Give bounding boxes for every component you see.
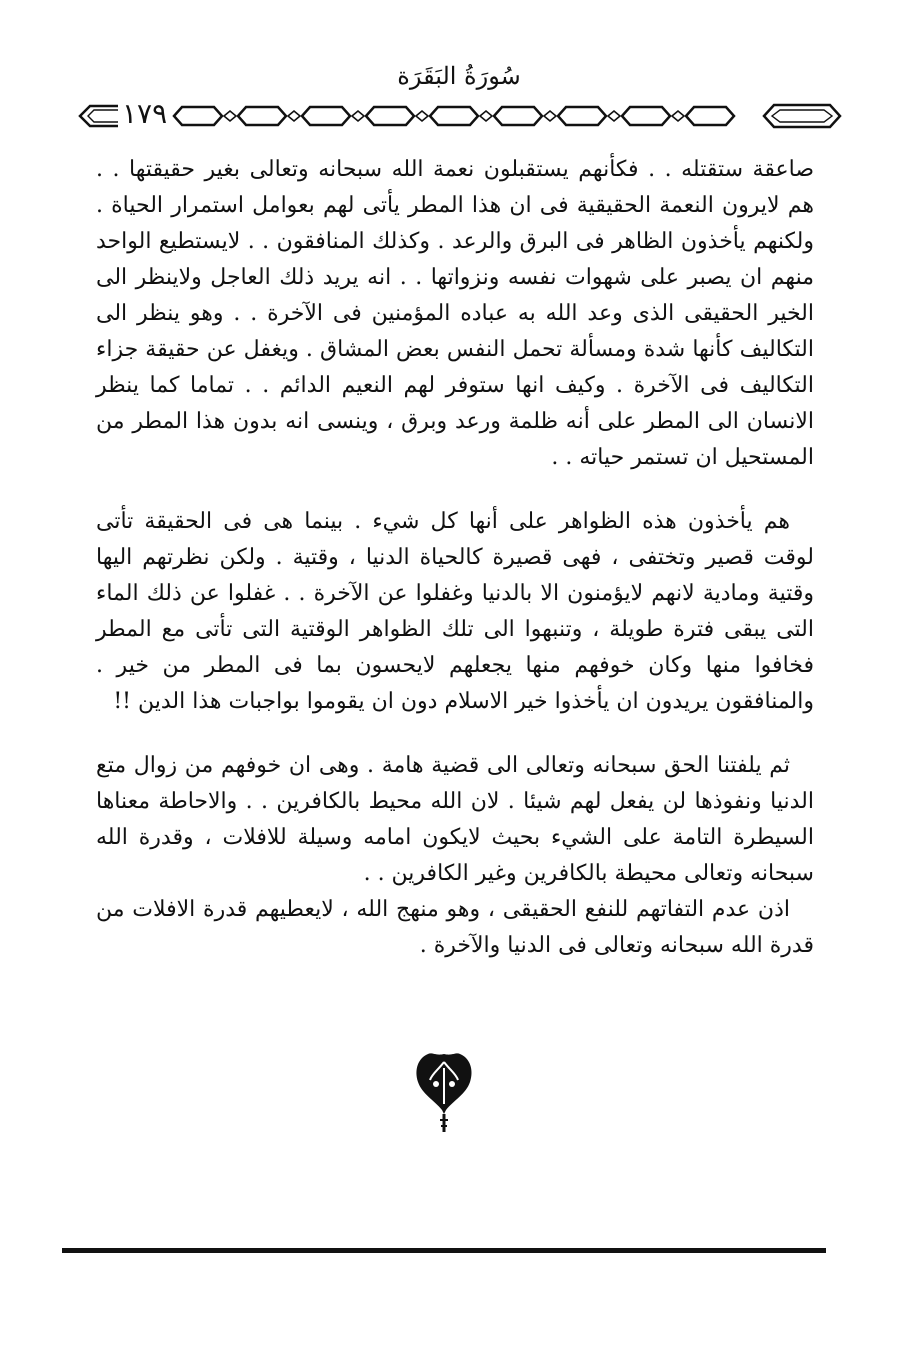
paragraph-2: هم يأخذون هذه الظواهر على أنها كل شيء . بينما هى فى الحقيقة تأتى لوقت قصير وتختفى ، فهى قصيرة كالحياة الدنيا ، وقتية . ولكن نظرتهم اليها وقتية ومادية لانهم لايؤمنون الا بالدنيا وغفلوا عن الآخرة . . غفلوا عن ذلك الماء التى يبقى فترة طويلة ، وتنبهوا الى تلك الظواهر الوقتية التى تأتى مع المطر فخافوا منها وكان خوفهم منها يجعلهم لايحسون بما فى المطر من خير . والمنافقون يريدون ان يأخذوا خير الاسلام دون ان يقوموا بواجبات هذا الدين !! bbox=[96, 509, 814, 714]
fleuron-ornament-icon bbox=[412, 1048, 476, 1134]
page-number: ١٧٩ bbox=[118, 97, 171, 131]
header-ornament-border bbox=[74, 100, 844, 132]
page-body bbox=[96, 152, 814, 964]
paragraph-3: ثم يلفتنا الحق سبحانه وتعالى الى قضية هامة . وهى ان خوفهم من زوال متع الدنيا ونفوذها لن يفعل لهم شيئا . لان الله محيط بالكافرين . . والاحاطة معناها السيطرة التامة على الشيء بحيث لايكون امامه وسيلة للافلات ، وقدرة الله سبحانه وتعالى محيطة بالكافرين وغير الكافرين . . bbox=[96, 753, 814, 886]
surah-title: سُورَةُ البَقَرَة bbox=[397, 62, 521, 90]
bottom-rule bbox=[62, 1248, 826, 1253]
paragraph-1: صاعقة ستقتله . . فكأنهم يستقبلون نعمة الله سبحانه وتعالى بغير حقيقتها . . هم لايرون النعمة الحقيقية فى ان هذا المطر يأتى لهم بعوامل استمرار الحياة . ولكنهم يأخذون الظاهر فى البرق والرعد . وكذلك المنافقون . . لايستطيع الواحد منهم ان يصبر على شهوات نفسه ونزواتها . . انه يريد ذلك العاجل ولاينظر الى الخير الحقيقى الذى وعد الله به عباده المؤمنين فى الآخرة . . وهو ينظر الى التكاليف كأنها شدة ومسألة تحمل النفس بعض المشاق . ويغفل عن حقيقة جزاء التكاليف فى الآخرة . وكيف انها ستوفر لهم النعيم الدائم . . تماما كما ينظر الانسان الى المطر على أنه ظلمة ورعد وبرق ، وينسى انه بدون هذا المطر من المستحيل ان تستمر حياته . . bbox=[96, 157, 814, 470]
paragraph-4: اذن عدم التفاتهم للنفع الحقيقى ، وهو منهج الله ، لايعطيهم قدرة الافلات من قدرة الله سبحانه وتعالى فى الدنيا والآخرة . bbox=[96, 897, 814, 958]
